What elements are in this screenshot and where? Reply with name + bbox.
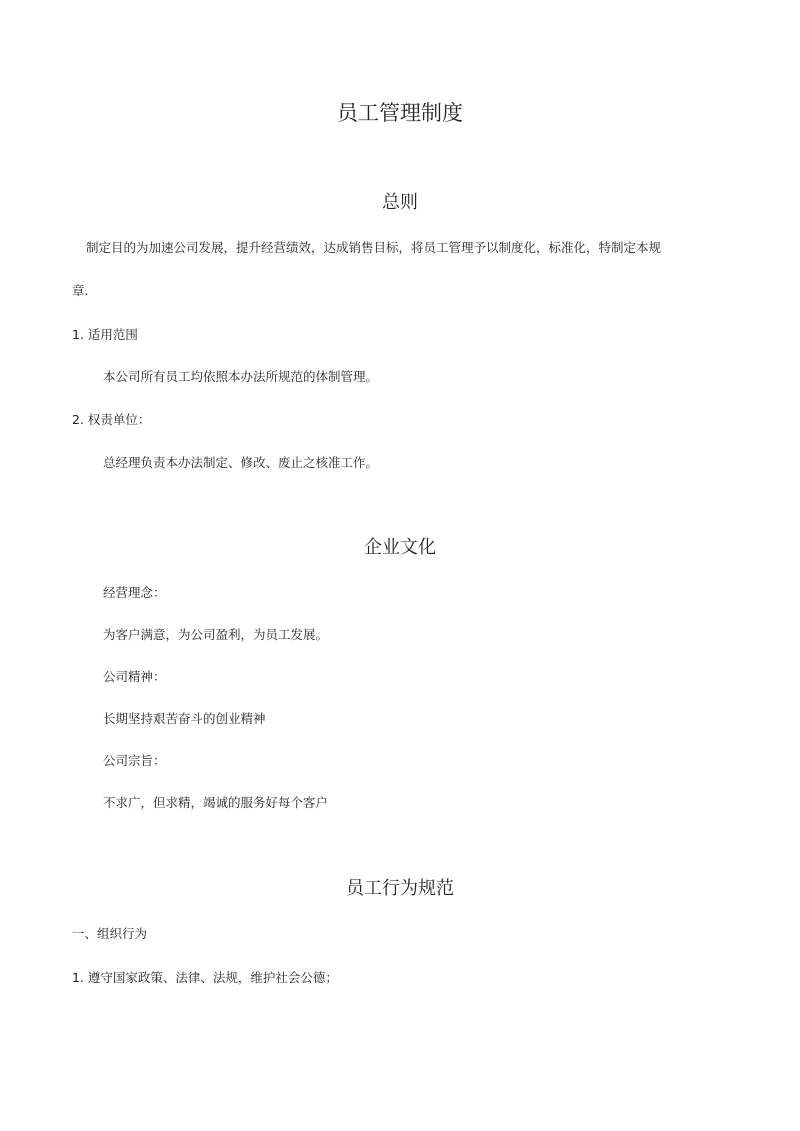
responsibility-item-text: 总经理负责本办法制定、修改、废止之核准工作。 [103,455,379,470]
section-heading-general: 总则 [382,192,418,213]
philosophy-label: 经营理念： [103,585,166,600]
purpose-text-line2: 章. [72,283,89,298]
scope-item-text: 本公司所有员工均依照本办法所规范的体制管理。 [103,369,379,384]
document-title: 员工管理制度 [337,101,463,125]
conduct-subheading: 一、组织行为 [72,926,148,941]
tenet-label: 公司宗旨： [103,753,166,768]
spirit-text: 长期坚持艰苦奋斗的创业精神 [103,711,266,726]
purpose-text-line1: 制定目的为加速公司发展，提升经营绩效，达成销售目标，将员工管理予以制度化，标准化，特制定本规 [86,240,662,255]
section-heading-culture: 企业文化 [364,537,436,558]
responsibility-item-label: 2. 权责单位： [72,412,151,427]
philosophy-text: 为客户满意，为公司盈利，为员工发展。 [103,627,329,642]
section-heading-conduct: 员工行为规范 [346,878,454,899]
tenet-text: 不求广，但求精，竭诚的服务好每个客户 [103,795,329,810]
conduct-rule-1: 1. 遵守国家政策、法律、法规，维护社会公德； [72,970,338,985]
spirit-label: 公司精神： [103,669,166,684]
scope-item-label: 1. 适用范围 [72,327,138,342]
